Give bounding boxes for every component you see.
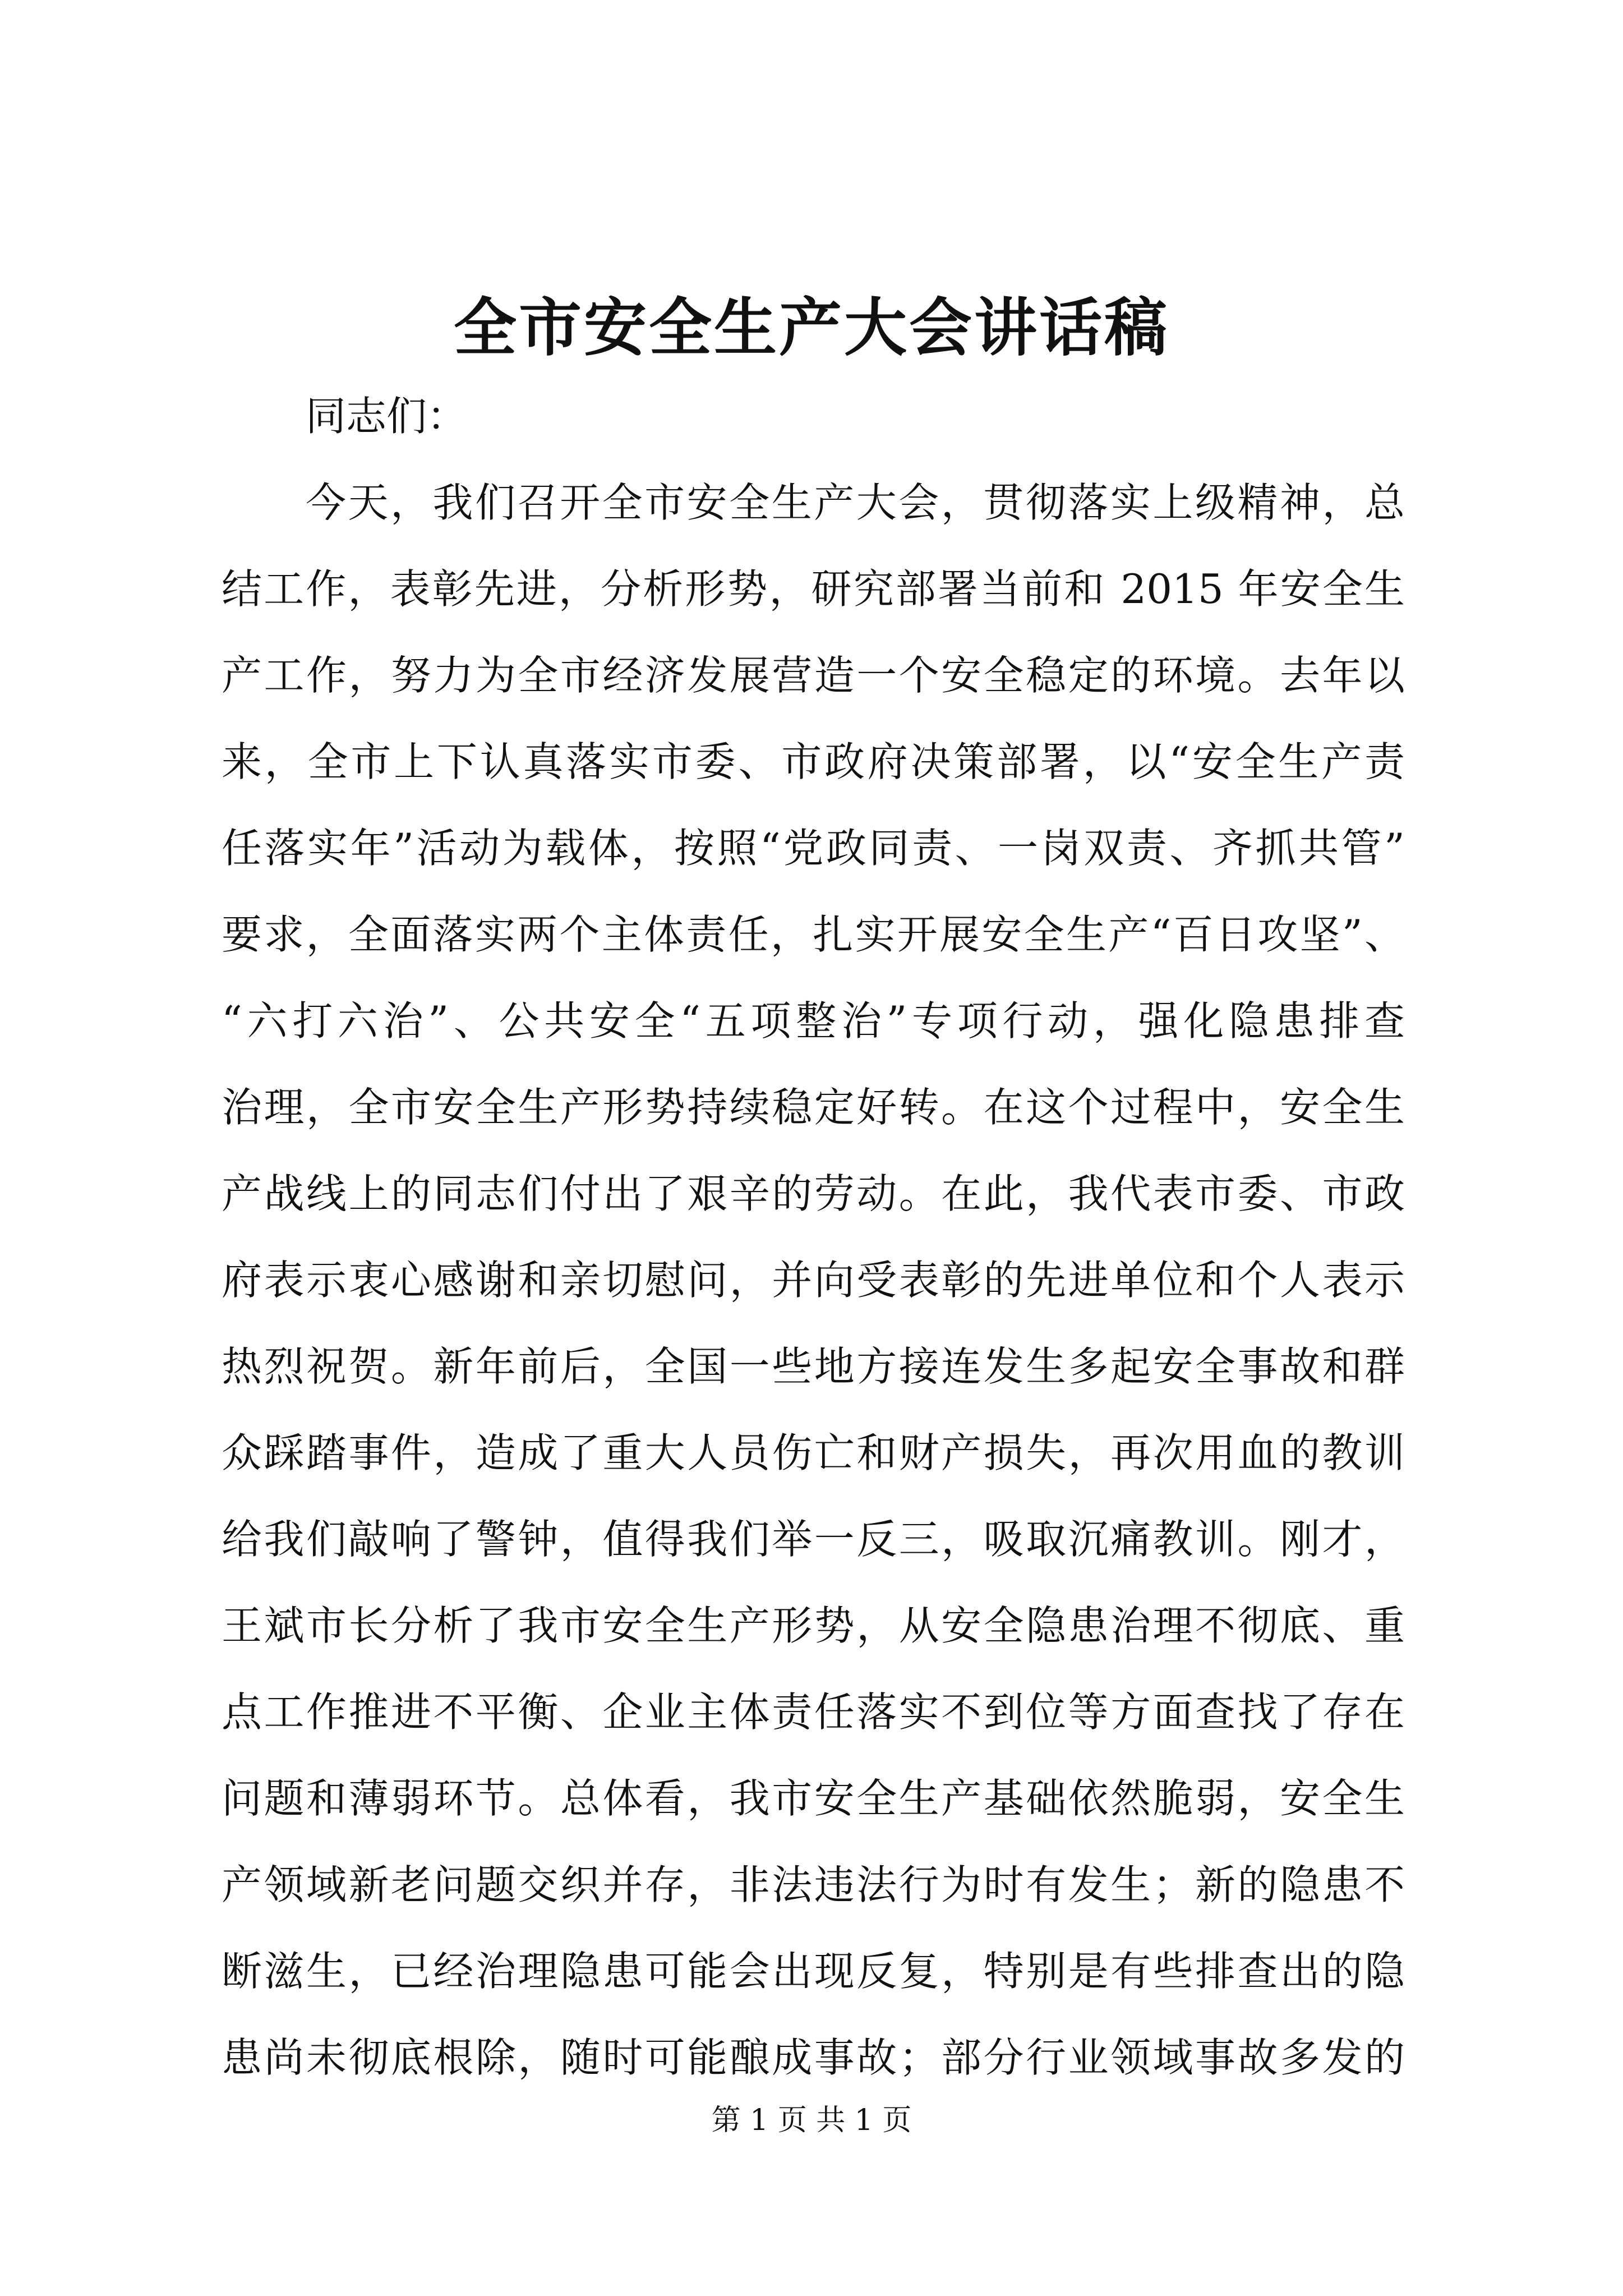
paragraph-line: 众踩踏事件，造成了重大人员伤亡和财产损失，再次用血的教训 [222, 1429, 1405, 1476]
paragraph-line: 热烈祝贺。新年前后，全国一些地方接连发生多起安全事故和群 [222, 1343, 1405, 1390]
paragraph-line: 任落实年”活动为载体，按照“党政同责、一岗双责、齐抓共管” [222, 825, 1405, 872]
paragraph-line: 今天，我们召开全市安全生产大会，贯彻落实上级精神，总 [306, 479, 1405, 526]
paragraph-line: 断滋生，已经治理隐患可能会出现反复，特别是有些排查出的隐 [222, 1948, 1405, 1995]
paragraph-line: 府表示衷心感谢和亲切慰问，并向受表彰的先进单位和个人表示 [222, 1257, 1405, 1304]
document-title: 全市安全生产大会讲话稿 [454, 291, 1169, 365]
paragraph-line: 给我们敲响了警钟，值得我们举一反三，吸取沉痛教训。刚才， [222, 1516, 1405, 1563]
paragraph-line: 问题和薄弱环节。总体看，我市安全生产基础依然脆弱，安全生 [222, 1775, 1405, 1822]
paragraph-line: 产战线上的同志们付出了艰辛的劳动。在此，我代表市委、市政 [222, 1170, 1405, 1217]
paragraph-line: 要求，全面落实两个主体责任，扎实开展安全生产“百日攻坚”、 [222, 911, 1405, 958]
page-number-footer: 第 1 页 共 1 页 [711, 2104, 912, 2137]
paragraph-line: 患尚未彻底根除，随时可能酿成事故；部分行业领域事故多发的 [222, 2034, 1405, 2081]
paragraph-line: 王斌市长分析了我市安全生产形势，从安全隐患治理不彻底、重 [222, 1602, 1405, 1649]
paragraph-line: 产工作，努力为全市经济发展营造一个安全稳定的环境。去年以 [222, 652, 1405, 699]
paragraph-line: 治理，全市安全生产形势持续稳定好转。在这个过程中，安全生 [222, 1084, 1405, 1131]
paragraph-line: 产领域新老问题交织并存，非法违法行为时有发生；新的隐患不 [222, 1861, 1405, 1908]
paragraph-line: 结工作，表彰先进，分析形势，研究部署当前和 2015 年安全生 [222, 565, 1405, 613]
paragraph-line: “六打六治”、公共安全“五项整治”专项行动，强化隐患排查 [222, 997, 1405, 1045]
document-body [222, 373, 1405, 2101]
salutation: 同志们： [306, 393, 468, 440]
paragraph-line: 点工作推进不平衡、企业主体责任落实不到位等方面查找了存在 [222, 1688, 1405, 1736]
paragraph-line: 来，全市上下认真落实市委、市政府决策部署，以“安全生产责 [222, 738, 1405, 785]
